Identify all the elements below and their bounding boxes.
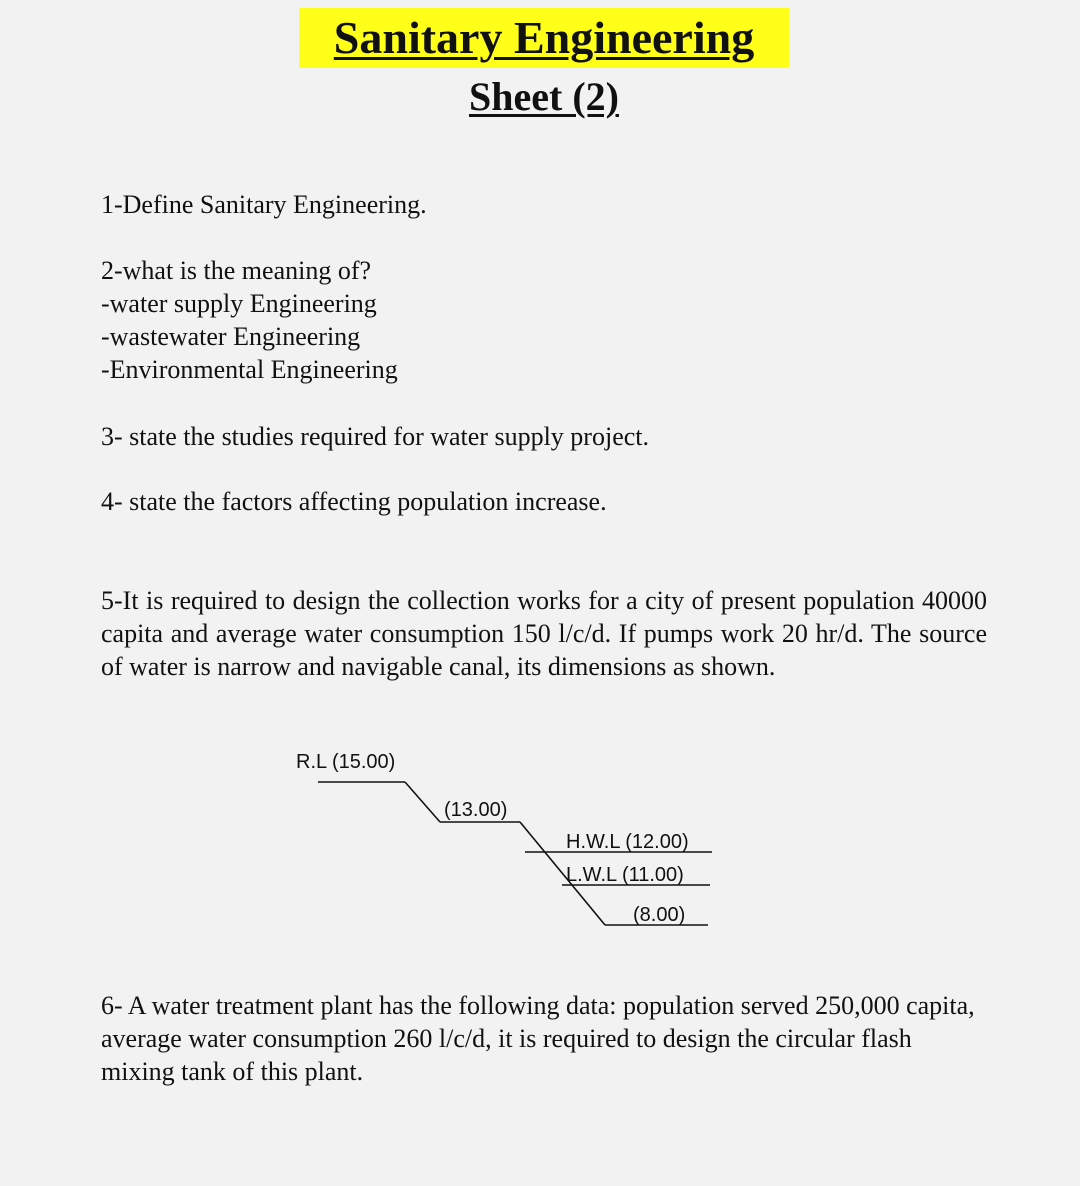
low-water-level-label: L.W.L (11.00) bbox=[566, 864, 684, 886]
document-title: Sanitary Engineering bbox=[299, 8, 789, 68]
question-2-item: -wastewater Engineering bbox=[101, 322, 361, 351]
question-2 bbox=[101, 254, 398, 386]
canal-bed-level-label: (8.00) bbox=[633, 904, 686, 926]
berm-level-label: (13.00) bbox=[444, 799, 508, 821]
question-1: 1-Define Sanitary Engineering. bbox=[101, 190, 427, 219]
sheet-subtitle bbox=[0, 72, 1080, 122]
question-2-intro: 2-what is the meaning of? bbox=[101, 256, 372, 285]
question-3: 3- state the studies required for water supply project. bbox=[101, 422, 649, 451]
sheet-subtitle-text: Sheet (2) bbox=[469, 74, 619, 119]
canal-cross-section-figure bbox=[280, 740, 740, 940]
question-6: 6- A water treatment plant has the following data: population served 250,000 capita, average water consumption 260 l/c/d, it is required to design the circular flash mixing tank of this plant. bbox=[101, 991, 975, 1086]
ground-level-label: R.L (15.00) bbox=[296, 751, 396, 773]
upper-slope-line bbox=[405, 782, 440, 822]
canal-cross-section-svg bbox=[280, 740, 740, 940]
question-2-item: -Environmental Engineering bbox=[101, 355, 398, 384]
question-4: 4- state the factors affecting population increase. bbox=[101, 487, 607, 516]
question-5: 5-It is required to design the collection works for a city of present population 40000 capita and average water consumption 150 l/c/d. If pumps work 20 hr/d. The source of water is narrow and navigable canal, its dimensions as shown. bbox=[101, 586, 987, 681]
high-water-level-label: H.W.L (12.00) bbox=[566, 831, 689, 853]
question-2-item: -water supply Engineering bbox=[101, 289, 377, 318]
